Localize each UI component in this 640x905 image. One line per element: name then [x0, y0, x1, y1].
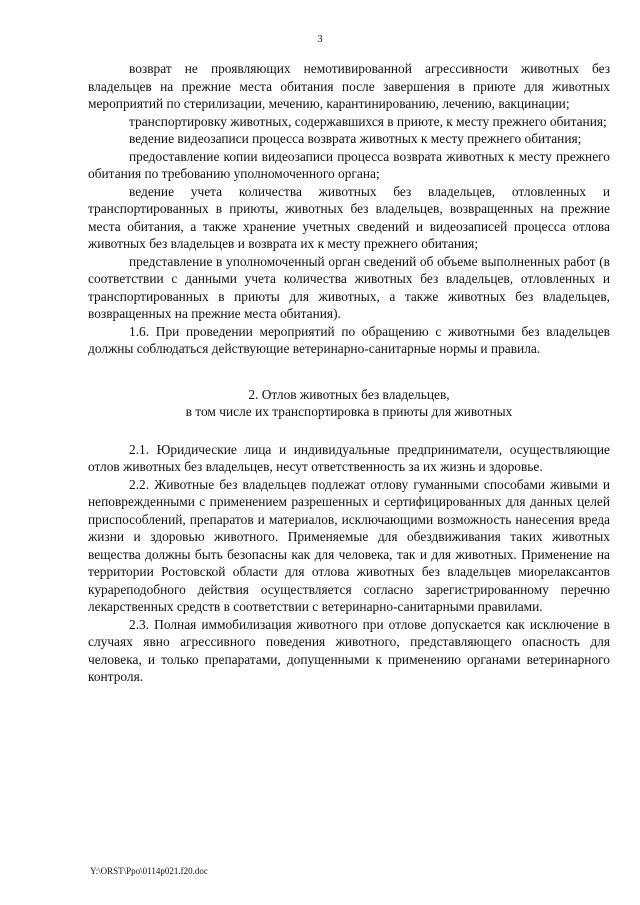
paragraph-accounting: ведение учета количества животных без владельцев, отловленных и транспортированных в приюты, животных без владельцев, возвращенных на прежние места обитания, а также хранение учетных сведений и видеозаписей процесса отлова животных без владельцев и возврата их к месту прежнего обитания; — [88, 183, 610, 251]
paragraph-2-3: 2.3. Полная иммобилизация животного при отлове допускается как исключение в случаях явно агрессивного поведения животного, представляющего опасность для человека, и только препаратами, допущенными к применению органами ветеринарного контроля. — [88, 616, 610, 684]
paragraph-video-copy: предоставление копии видеозаписи процесса возврата животных к месту прежнего обитания по требованию уполномоченного органа; — [88, 148, 610, 181]
paragraph-transport: транспортировку животных, содержавшихся в приюте, к месту прежнего обитания; — [129, 113, 607, 129]
section-heading-line2: в том числе их транспортировка в приюты для животных — [185, 404, 513, 419]
paragraph-2-2: 2.2. Животные без владельцев подлежат отлову гуманными способами живыми и неповрежденными с применением разрешенных и сертифицированных для данных целей приспособлений, препаратов и материалов, исключающими возможность нанесения вреда жизни и здоровью животного. Применяемые для обездвиживания таких животных вещества должны быть безопасны как для человека, так и для животных. Применение на территории Ростовской области для отлова животных без владельцев миорелаксантов курареподобного действия осуществляется согласно зарегистрированному перечню лекарственных средств в соответствии с ветеринарно-санитарными правилами. — [88, 476, 610, 614]
paragraph-2-1: 2.1. Юридические лица и индивидуальные предприниматели, осуществляющие отлов животных без владельцев, несут ответственность за их жизнь и здоровье. — [88, 441, 610, 474]
footer-file-path: Y:\ORST\Ppo\0114p021.f20.doc — [90, 866, 208, 876]
section-heading — [88, 386, 610, 421]
paragraph-return-animals: возврат не проявляющих немотивированной агрессивности животных без владельцев на прежние места обитания после завершения в приюте для животных мероприятий по стерилизации, мечению, карантинированию, лечению, вакцинации; — [88, 61, 610, 111]
paragraph-1-6: 1.6. При проведении мероприятий по обращению с животными без владельцев должны соблюдаться действующие ветеринарно-санитарные нормы и правила. — [88, 323, 610, 356]
section-heading-line1: 2. Отлов животных без владельцев, — [248, 386, 450, 402]
page-number: 3 — [317, 34, 323, 45]
paragraph-video-recording: ведение видеозаписи процесса возврата животных к месту прежнего обитания; — [129, 131, 582, 146]
paragraph-reporting: представление в уполномоченный орган сведений об объеме выполненных работ (в соответствии с данными учета количества животных без владельцев, отловленных и транспортированных в приюты для животных, а также животных без владельцев, возвращенных на прежние места обитания). — [88, 253, 610, 321]
document-body — [88, 60, 610, 686]
